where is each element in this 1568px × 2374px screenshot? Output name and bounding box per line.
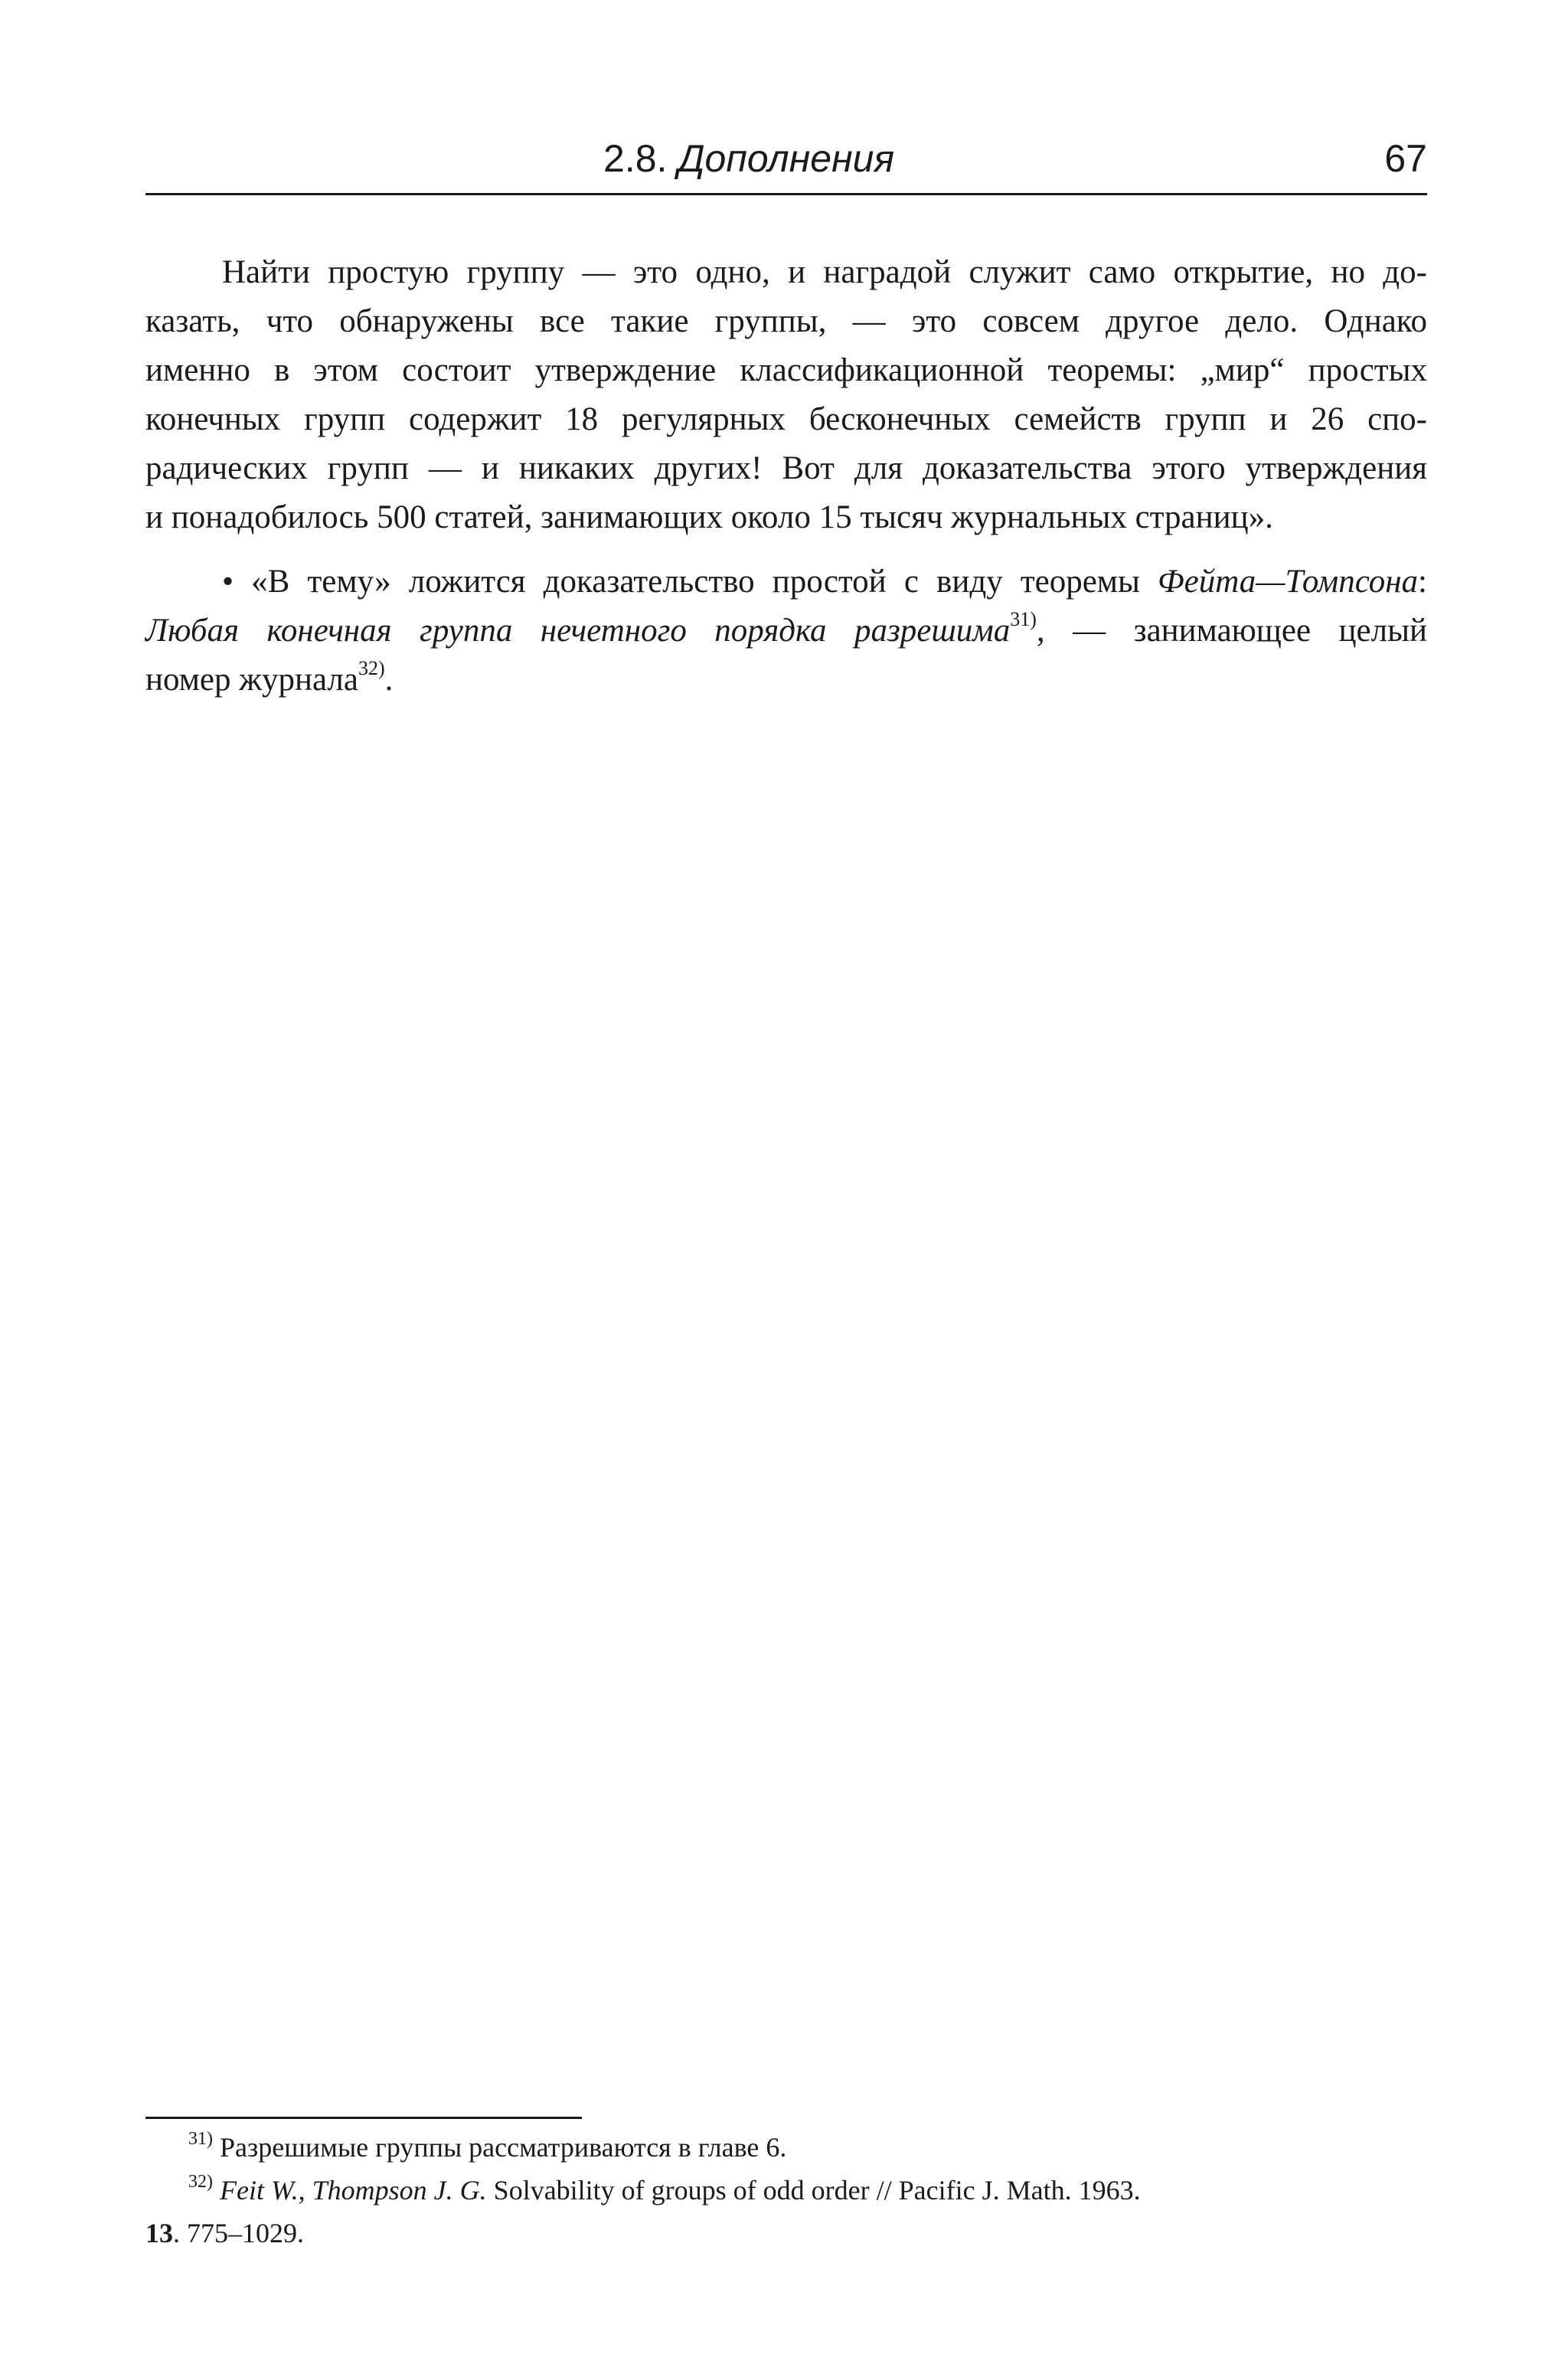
text-segment: • «В тему» ложится доказательство простой с виду теоремы xyxy=(222,564,1158,600)
footnote-text: Solvability of groups of odd order // Pacific J. Math. 1963. xyxy=(486,2175,1141,2206)
text-segment: номер журнала xyxy=(145,662,358,698)
paragraph-classification-theorem xyxy=(145,248,1427,542)
text-segment: , — занимающее целый xyxy=(1036,613,1427,649)
section-heading xyxy=(603,132,894,185)
page-number: 67 xyxy=(1384,137,1427,180)
section-title: Дополнения xyxy=(678,137,895,180)
footnote-authors: Feit W., Thompson J. G. xyxy=(213,2175,487,2206)
section-number: 2.8. xyxy=(603,137,668,180)
text-line xyxy=(145,558,1427,607)
text-line: казать, что обнаружены все такие группы, — это совсем другое дело. Однако xyxy=(145,303,1427,339)
footnote-mark: 31) xyxy=(188,2129,213,2149)
footnote-text: Разрешимые группы рассматриваются в главе 6. xyxy=(213,2132,787,2163)
footnote-32 xyxy=(145,2169,1427,2212)
footnote-31 xyxy=(145,2126,1427,2169)
text-line: Найти простую группу — это одно, и наградой служит само открытие, но до- xyxy=(222,254,1427,290)
footnote-ref-31[interactable]: 31) xyxy=(1010,608,1037,630)
text-line: и понадобилось 500 статей, занимающих около 15 тысяч журнальных страниц». xyxy=(145,499,1273,535)
running-header xyxy=(145,132,1427,195)
footnote-32-continuation xyxy=(145,2212,1427,2255)
text-segment: . xyxy=(384,662,394,698)
footnote-ref-32[interactable]: 32) xyxy=(358,657,385,679)
text-line: конечных групп содержит 18 регулярных бесконечных семейств групп и 26 спо- xyxy=(145,401,1427,437)
text-line xyxy=(145,656,1427,705)
text-line xyxy=(145,607,1427,656)
text-line: радических групп — и никаких других! Вот для доказательства этого утверждения xyxy=(145,450,1427,486)
text-line: именно в этом состоит утверждение классификационной теоремы: „мир“ простых xyxy=(145,352,1427,388)
footnotes xyxy=(145,2126,1427,2255)
text-segment: : xyxy=(1418,564,1427,600)
theorem-name: Фейта—Томпсона xyxy=(1158,564,1419,600)
footnote-pages: . 775–1029. xyxy=(173,2218,304,2248)
footnote-separator xyxy=(145,2117,582,2119)
footnote-mark: 32) xyxy=(188,2172,213,2192)
footnote-volume: 13 xyxy=(145,2218,173,2248)
theorem-statement: Любая конечная группа нечетного порядка разрешима xyxy=(145,613,1011,649)
paragraph-feit-thompson xyxy=(145,558,1427,705)
